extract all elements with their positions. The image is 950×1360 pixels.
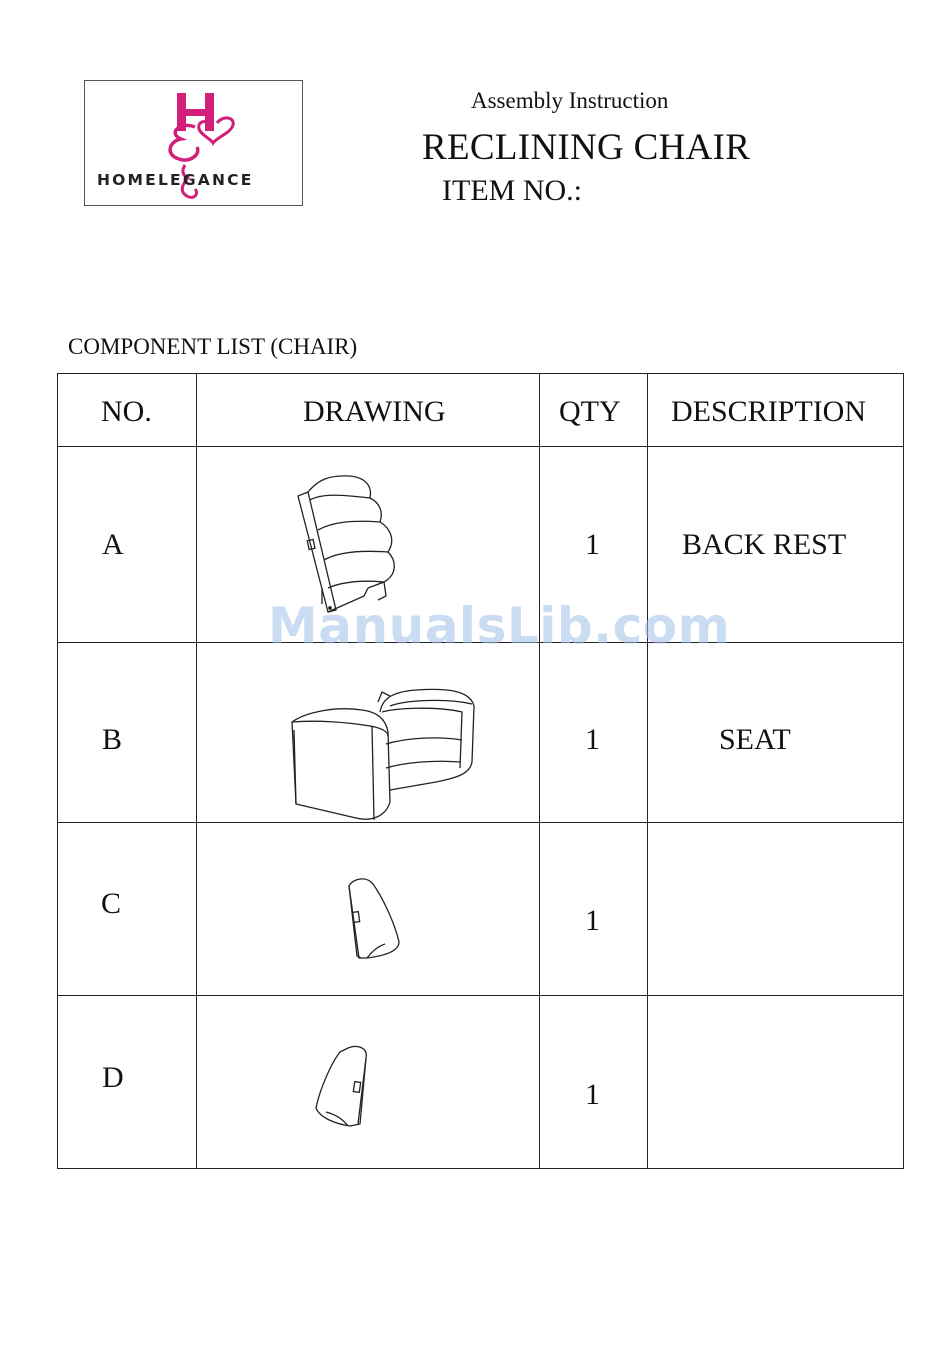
header-no: NO.	[101, 395, 152, 428]
row-a-description: BACK REST	[682, 528, 847, 561]
document-subtitle: Assembly Instruction	[471, 88, 669, 113]
left-arm-cover-drawing	[310, 1042, 372, 1130]
brand-logo	[84, 80, 303, 206]
row-d-no: D	[102, 1061, 124, 1094]
document-title: RECLINING CHAIR	[422, 127, 751, 168]
right-arm-cover-drawing	[343, 874, 407, 962]
row-b-no: B	[102, 723, 123, 756]
watermark: ManualsLib.com	[268, 597, 731, 655]
table-divider	[539, 374, 540, 1168]
table-divider	[647, 374, 648, 1168]
table-divider	[58, 995, 903, 996]
seat-drawing	[286, 682, 481, 824]
table-divider	[196, 374, 197, 1168]
brand-name: HOMELEGANCE	[97, 171, 254, 189]
row-c-qty: 1	[585, 904, 600, 937]
header-drawing: DRAWING	[303, 395, 446, 428]
row-a-qty: 1	[585, 528, 600, 561]
component-table	[57, 373, 904, 1169]
row-c-no: C	[101, 887, 122, 920]
row-b-description: SEAT	[719, 723, 791, 756]
table-divider	[58, 446, 903, 447]
item-number-label: ITEM NO.:	[442, 174, 582, 207]
component-list-heading: COMPONENT LIST (CHAIR)	[68, 334, 358, 359]
header-qty: QTY	[559, 395, 621, 428]
row-b-qty: 1	[585, 723, 600, 756]
row-a-no: A	[102, 528, 124, 561]
row-d-qty: 1	[585, 1078, 600, 1111]
header-description: DESCRIPTION	[671, 395, 867, 428]
